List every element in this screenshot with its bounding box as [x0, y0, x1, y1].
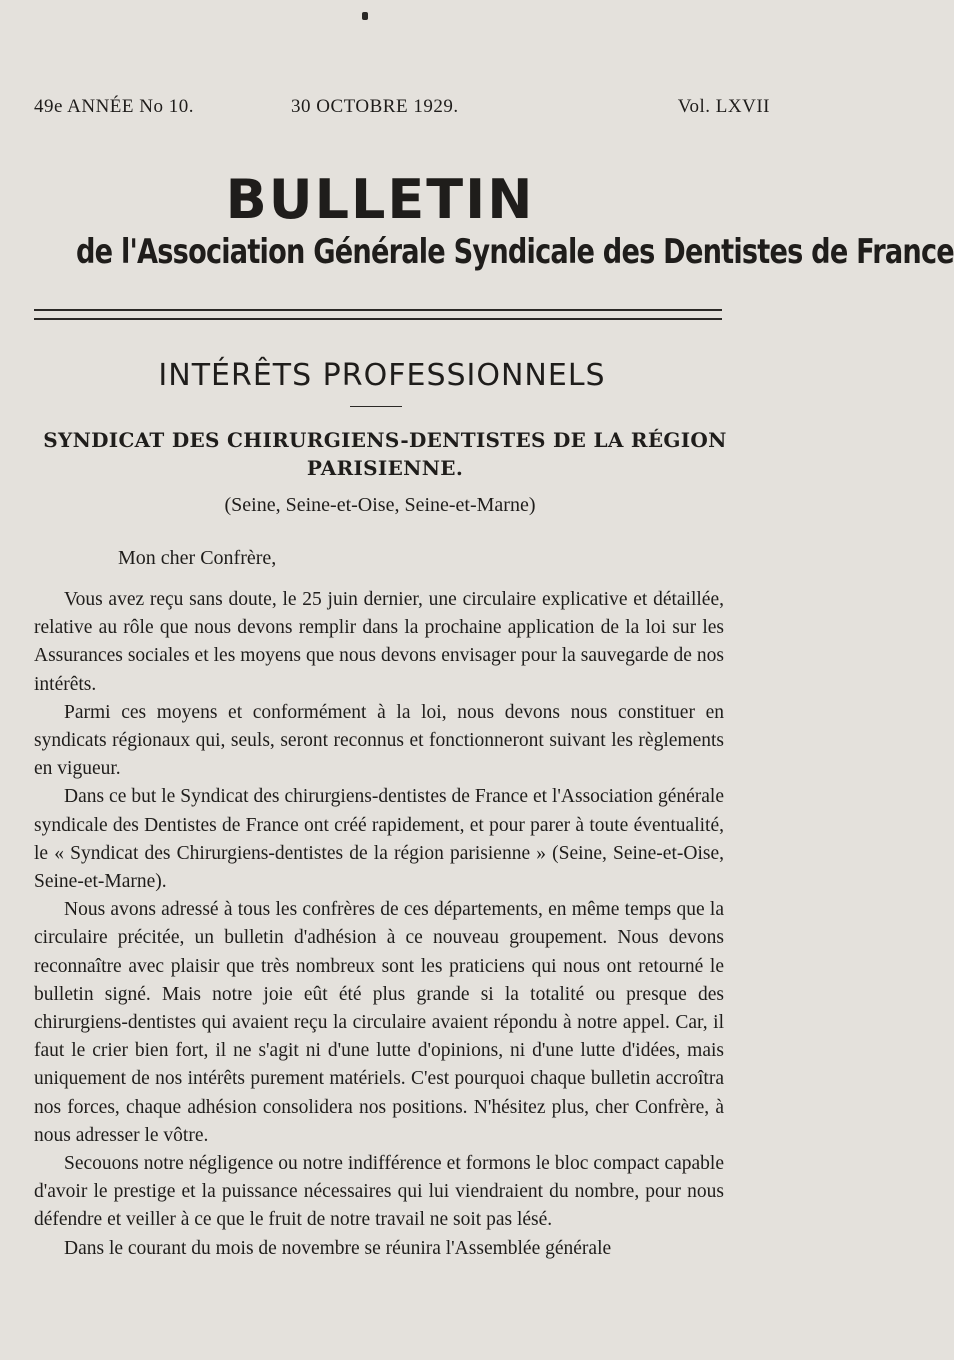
paragraph: Dans ce but le Syndicat des chirurgiens-dentistes de France et l'Association générale syndicale des Dentistes de France ont créé rapidement, et pour parer à toute éventualité, le « Syndicat des Chirurgiens-dentistes de la région parisienne » (Seine, Seine-et-Oise, Seine-et-Marne). [34, 786, 724, 893]
article-heading: SYNDICAT DES CHIRURGIENS-DENTISTES DE LA RÉGION PARISIENNE. [43, 428, 727, 480]
issue-header [34, 96, 770, 126]
article-subheading: (Seine, Seine-et-Oise, Seine-et-Marne) [224, 494, 536, 516]
issue-date: 30 OCTOBRE 1929. [291, 96, 459, 117]
masthead-rule-bottom [34, 318, 722, 320]
ink-mark [362, 12, 368, 20]
paragraph: Dans le courant du mois de novembre se réunira l'Assemblée générale [64, 1237, 612, 1259]
paragraph: Parmi ces moyens et conformément à la loi, nous devons nous constituer en syndicats régionaux qui, seuls, seront reconnus et fonctionneront suivant les règlements en vigueur. [34, 701, 724, 780]
bulletin-subtitle: de l'Association Générale Syndicale des Dentistes de France [76, 232, 954, 272]
section-divider [350, 406, 402, 407]
paragraph: Secouons notre négligence ou notre indifférence et formons le bloc compact capable d'avoir le prestige et la puissance nécessaires qui lui viendraient du nombre, pour nous défendre et veiller à ce que le fruit de notre travail ne soit pas lésé. [34, 1153, 724, 1231]
salutation: Mon cher Confrère, [118, 547, 277, 569]
volume-number: Vol. LXVII [677, 96, 770, 117]
section-title: INTÉRÊTS PROFESSIONNELS [158, 358, 606, 393]
paragraph: Nous avons adressé à tous les confrères de ces départements, en même temps que la circulaire précitée, un bulletin d'adhésion à ce nouveau groupement. Nous devons reconnaître avec plaisir que très nombreux sont les praticiens qui nous ont retourné le bulletin signé. Mais notre joie eût été plus grande si la totalité ou presque des chirurgiens-dentistes qui avaient reçu la circulaire avaient répondu à notre appel. Car, il faut le crier bien fort, il ne s'agit ni d'une lutte d'opinions, ni d'une lutte d'idées, mais uniquement de nos intérêts purement matériels. C'est pourquoi chaque bulletin accroîtra nos forces, chaque adhésion consolidera nos positions. N'hésitez plus, cher Confrère, à nous adresser le vôtre. [34, 899, 724, 1146]
paragraph: Vous avez reçu sans doute, le 25 juin dernier, une circulaire explicative et détaillée, relative au rôle que nous devons remplir dans la prochaine application de la loi sur les Assurances sociales et les moyens que nous devons envisager pour la sauvegarde de nos intérêts. [34, 589, 724, 695]
masthead-rule-top [34, 309, 722, 311]
article-body [34, 586, 724, 1263]
bulletin-title: BULLETIN [225, 168, 535, 231]
issue-number: 49e ANNÉE No 10. [34, 96, 194, 117]
